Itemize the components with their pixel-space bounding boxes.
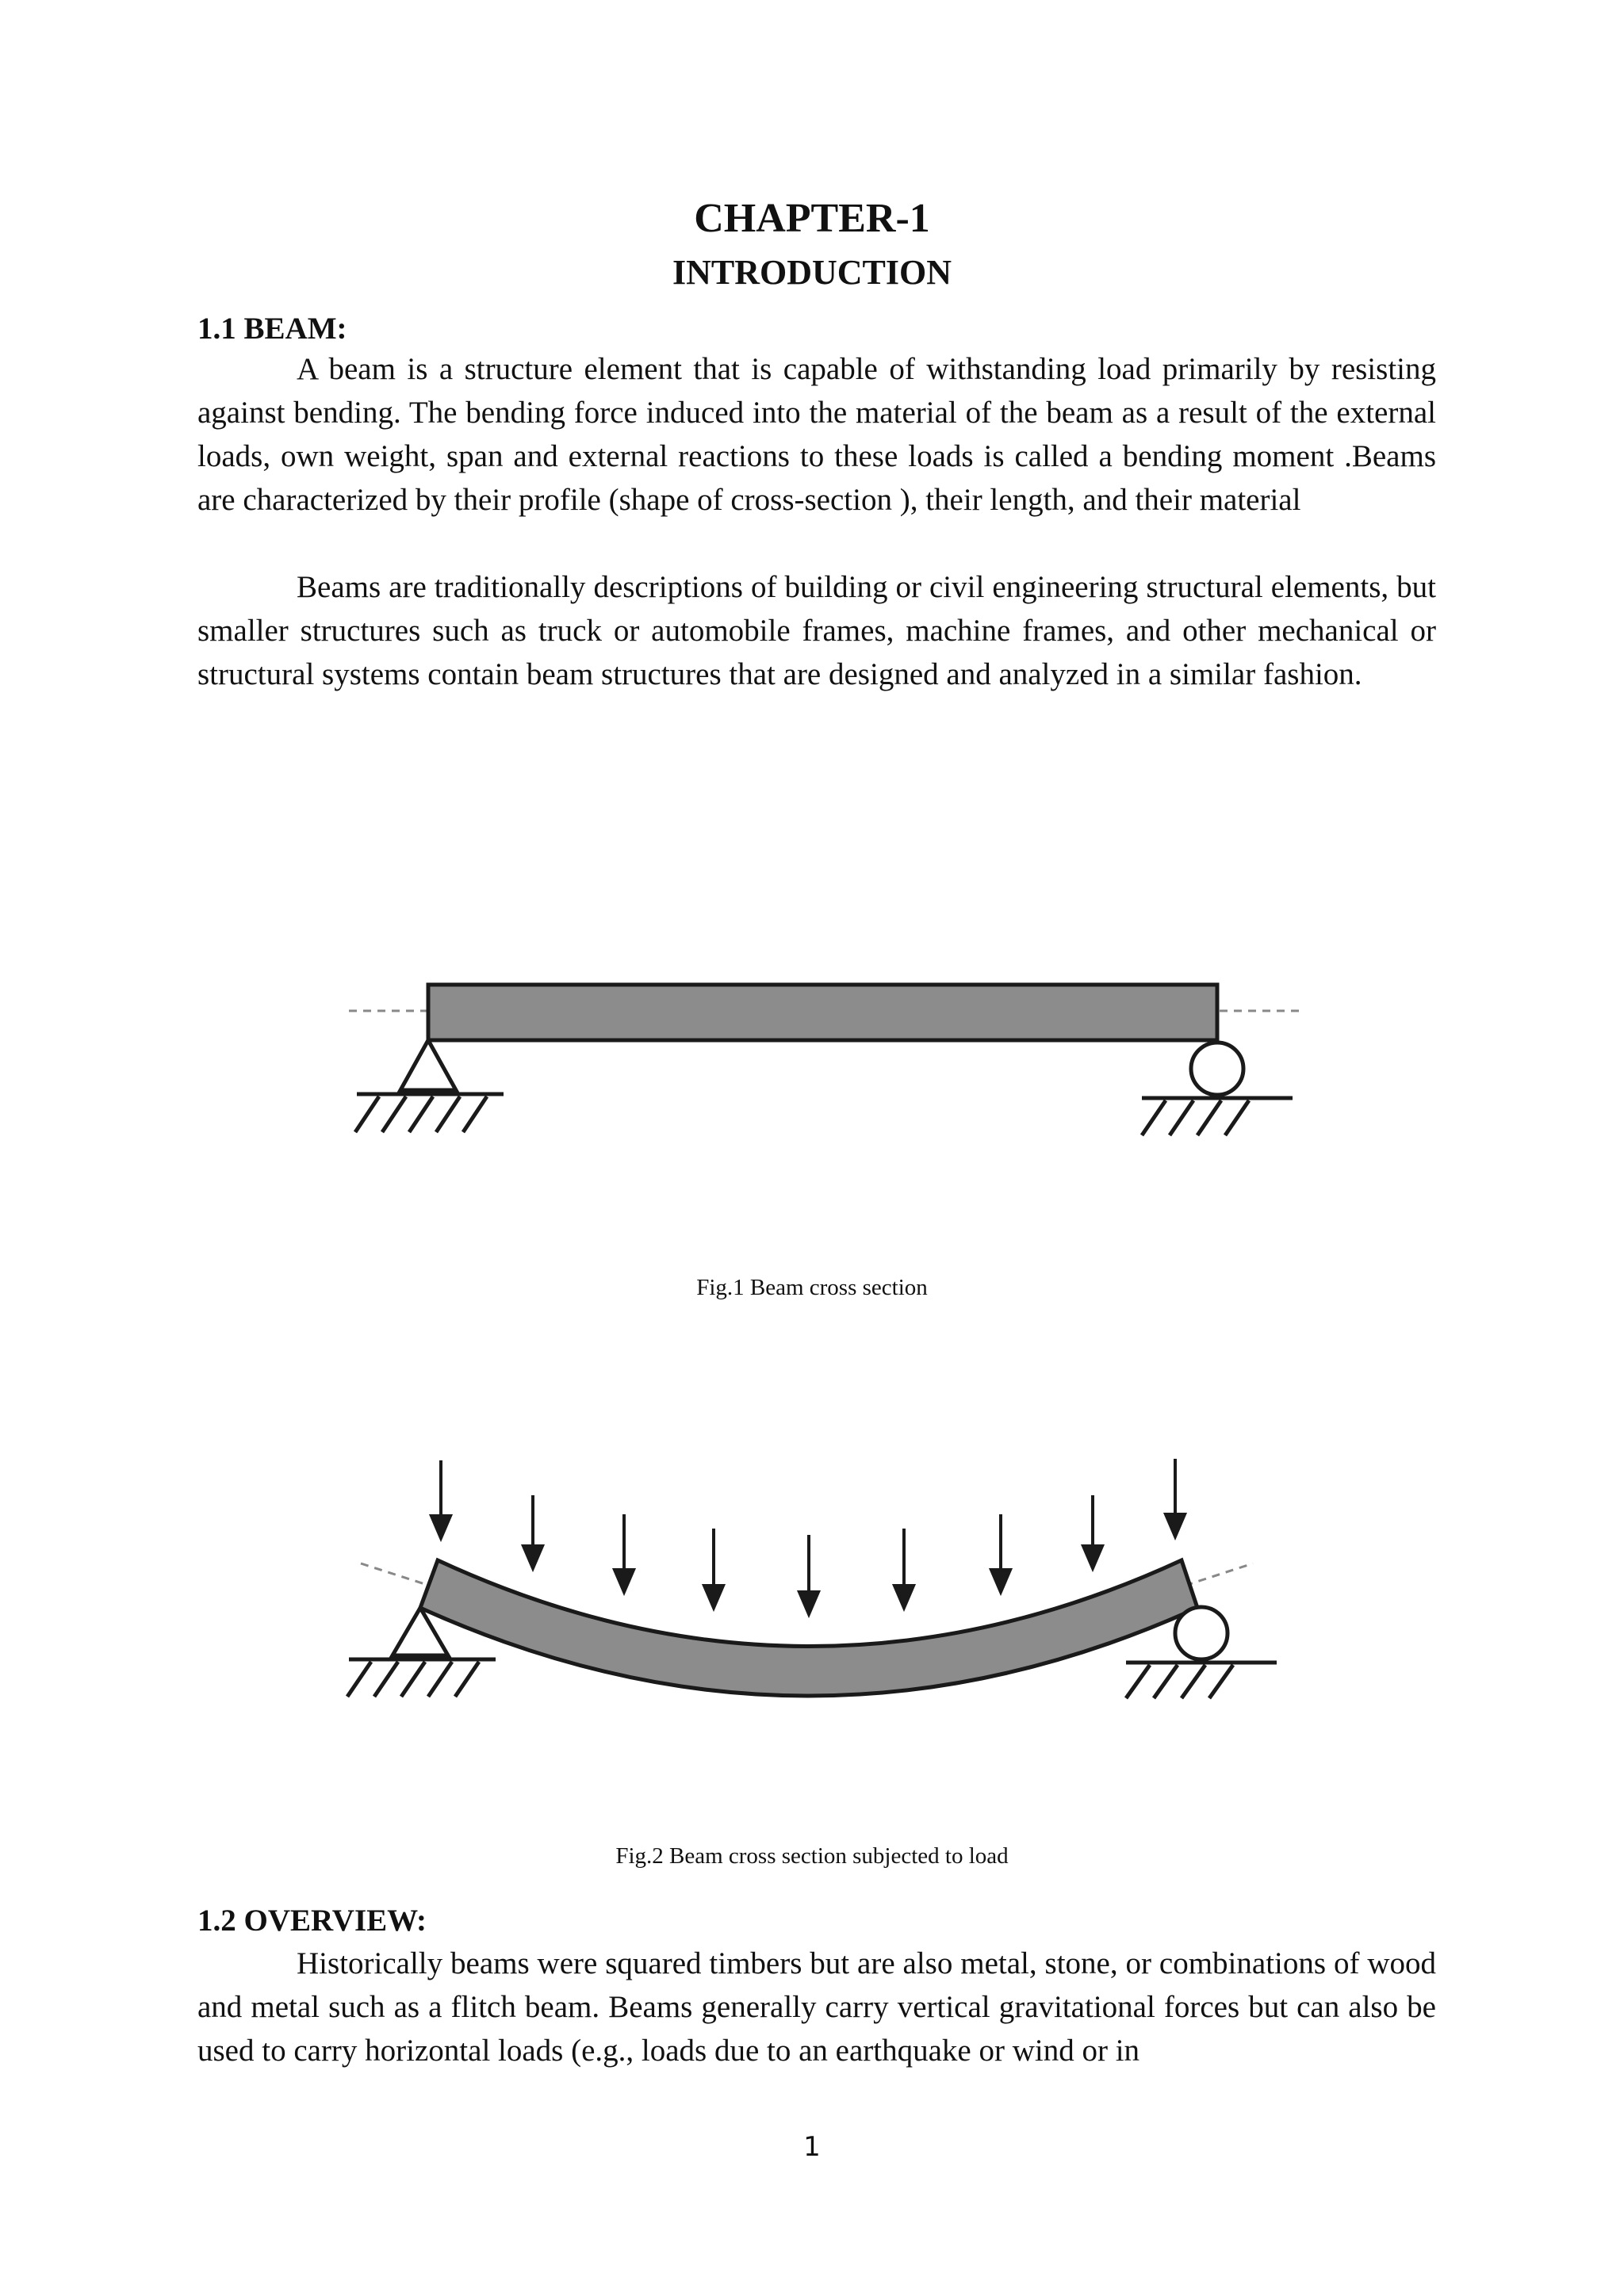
roller-support (1142, 1043, 1293, 1135)
beam-body (428, 985, 1217, 1040)
section-heading-beam: 1.1 BEAM: (197, 312, 347, 346)
pin-support (355, 1040, 504, 1132)
page-number: 1 (803, 2131, 821, 2163)
paragraph-overview-1: Historically beams were squared timbers but are also metal, stone, or combinations of wood and metal such as a flitch beam. Beams generally carry vertical gravitational forces but can also be used to carry horizontal loads (e.g., loads due to an earthquake or wind or in (197, 1946, 1436, 2068)
load-arrows (431, 1459, 1185, 1614)
chapter-label: CHAPTER-1 (694, 196, 930, 241)
figure-1-caption: Fig.1 Beam cross section (696, 1275, 928, 1300)
section-heading-overview: 1.2 OVERVIEW: (197, 1904, 427, 1938)
figure-beam-loaded (0, 1451, 1624, 1712)
chapter-title: INTRODUCTION (672, 253, 952, 292)
paragraph-beam-2: Beams are traditionally descriptions of building or civil engineering structural elements, but smaller structures such as truck or automobile frames, machine frames, and other mechanical or structural systems contain beam structures that are designed and analyzed in a similar fashion. (197, 570, 1436, 691)
paragraph-beam-1: A beam is a structure element that is capable of withstanding load primarily by resisting against bending. The bending force induced into the material of the beam as a result of the external loads, own weight, span and external reactions to these loads is called a bending moment .Beams are characterized by their profile (shape of cross-section ), their length, and their material (197, 352, 1436, 517)
figure-2-caption: Fig.2 Beam cross section subjected to load (615, 1843, 1009, 1869)
figure-beam-unloaded (0, 936, 1624, 1150)
